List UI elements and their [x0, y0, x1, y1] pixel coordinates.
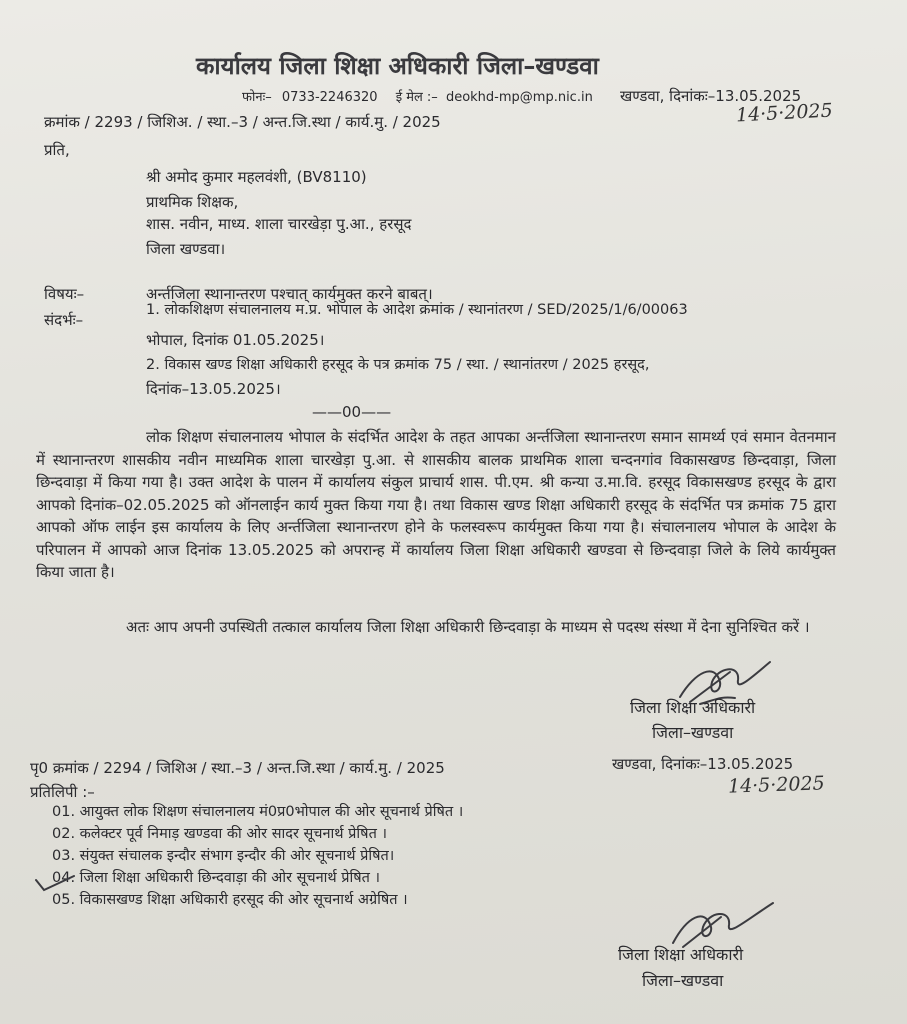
list-item: 04. जिला शिक्षा अधिकारी छिन्दवाड़ा की ओर सूचनार्थ प्रेषित । — [52, 870, 381, 886]
reference-2-date: दिनांक–13.05.2025। — [146, 380, 281, 398]
reference-number: क्रमांक / 2293 / जिशिअ. / स्था.–3 / अन्त.जि.स्था / कार्य.मु. / 2025 — [44, 113, 441, 131]
recipient-district: जिला खण्डवा। — [146, 240, 226, 258]
recipient-designation: प्राथमिक शिक्षक, — [146, 193, 239, 211]
recipient-school: शास. नवीन, माध्य. शाला चारखेड़ा पु.आ., हरसूद — [146, 215, 412, 233]
list-item: 03. संयुक्त संचालक इन्दौर संभाग इन्दौर की ओर सूचनार्थ प्रेषित। — [52, 848, 395, 864]
signatory-district-2: जिला–खण्डवा — [642, 971, 724, 990]
signatory-title-1: जिला शिक्षा अधिकारी — [630, 698, 756, 717]
place-date: खण्डवा, दिनांकः–13.05.2025 — [620, 87, 802, 105]
handwritten-date: 14·5·2025 — [735, 99, 834, 127]
signatory-title-2: जिला शिक्षा अधिकारी — [618, 945, 744, 964]
to-prefix: प्रति, — [44, 141, 70, 159]
endorsement-reference: पृ0 क्रमांक / 2294 / जिशिअ / स्था.–3 / अन्त.जि.स्था / कार्य.मु. / 2025 — [30, 759, 445, 777]
phone-label: फोनः– — [242, 90, 272, 105]
phone-number: 0733-2246320 — [281, 90, 378, 105]
check-mark-icon — [30, 870, 80, 894]
copy-label: प्रतिलिपी :– — [30, 783, 95, 801]
signatory-district-1: जिला–खण्डवा — [652, 723, 734, 742]
recipient-name: श्री अमोद कुमार महलवंशी, (BV8110) — [146, 168, 367, 186]
list-item: 01. आयुक्त लोक शिक्षण संचालनालय मं0प्र0भोपाल की ओर सूचनार्थ प्रेषित । — [52, 804, 464, 820]
list-item: 02. कलेक्टर पूर्व निमाड़ खण्डवा की ओर सादर सूचनार्थ प्रेषित । — [52, 826, 387, 842]
subject-text: अर्न्तजिला स्थानान्तरण पश्चात् कार्यमुक्त करने बाबत्। — [146, 285, 433, 303]
endorsement-handwritten-date: 14·5·2025 — [727, 772, 826, 798]
subject-label: विषयः– — [44, 285, 85, 303]
office-title: कार्यालय जिला शिक्षा अधिकारी जिला–खण्डवा — [196, 52, 599, 80]
reference-1-date: भोपाल, दिनांक 01.05.2025। — [146, 331, 325, 349]
separator: ——00—— — [312, 403, 392, 421]
email-address: deokhd-mp@mp.nic.in — [445, 90, 593, 105]
references-label: संदर्भः– — [44, 311, 84, 329]
email-label: ई मेल :– — [395, 90, 438, 105]
body-paragraph-2: अतः आप अपनी उपस्थिती तत्काल कार्यालय जिला शिक्षा अधिकारी छिन्दवाड़ा के माध्यम से पदस्थ संस्था में देना सुनिश्चित करें । — [126, 618, 810, 636]
copy-list — [52, 801, 463, 911]
body-paragraph-1: लोक शिक्षण संचालनालय भोपाल के संदर्भित आदेश के तहत आपका अर्न्तजिला स्थानान्तरण समान सामर्थ्य एवं समान वेतनमान में स्थानान्तरण शासकीय नवीन माध्यमिक शाला चारखेड़ा पु.आ. से शासकीय बालक प्राथमिक शाला चन्दनगांव विकासखण्ड छिन्दवाड़ा, जिला छिन्दवाड़ा में किया गया है। उक्त आदेश के पालन में कार्यालय संकुल प्राचार्य शास. पी.एम. श्री कन्या उ.मा.वि. हरसूद विकासखण्ड हरसूद के द्वारा आपको दिनांक–02.05.2025 को ऑनलाईन कार्य मुक्त किया गया है। तथा विकास खण्ड शिक्षा अधिकारी हरसूद के संदर्भित पत्र क्रमांक 75 द्वारा आपको ऑफ लाईन इस कार्यालय के लिए अर्न्तजिला स्थानान्तरण होने के फलस्वरूप कार्यमुक्त किया गया है। संचालनालय भोपाल के आदेश के परिपालन में आपको आज दिनांक 13.05.2025 को अपरान्ह में कार्यालय जिला शिक्षा अधिकारी खण्डवा से छिन्दवाड़ा जिले के लिये कार्यमुक्त किया जाता है। — [36, 428, 836, 581]
contact-line — [242, 89, 593, 107]
list-item: 05. विकासखण्ड शिक्षा अधिकारी हरसूद की ओर सूचनार्थ अग्रेषित । — [52, 892, 408, 908]
reference-2: 2. विकास खण्ड शिक्षा अधिकारी हरसूद के पत्र क्रमांक 75 / स्था. / स्थानांतरण / 2025 हरसूद, — [146, 357, 650, 373]
endorsement-place-date: खण्डवा, दिनांकः–13.05.2025 — [612, 755, 794, 773]
reference-1: 1. लोकशिक्षण संचालनालय म.प्र. भोपाल के आदेश क्रमांक / स्थानांतरण / SED/2025/1/6/00063 — [146, 302, 688, 318]
